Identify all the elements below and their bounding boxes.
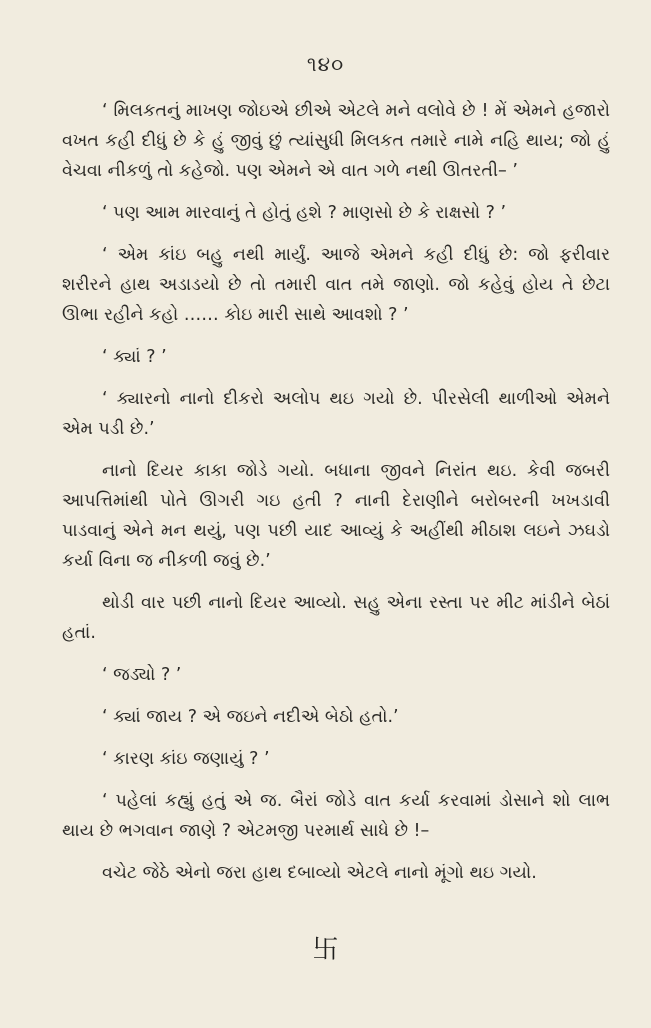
paragraph-2: ‘ પણ આમ મારવાનું તે હોતું હશે ? માણસો છે કે રાક્ષસો ? ’ (102, 203, 507, 223)
paragraph-10: ‘ કારણ કાંઇ જણાયું ? ’ (102, 749, 270, 769)
page-number: ૧૪૦ (306, 52, 345, 76)
paragraph-7: થોડી વાર પછી નાનો દિયર આવ્યો. સહુ એના રસ્તા પર મીટ માંડીને બેઠાં હતાં. (62, 593, 610, 643)
paragraph-9: ‘ ક્યાં જાય ? એ જઇને નદીએ બેઠો હતો.’ (102, 707, 399, 727)
paragraph-6: નાનો દિયર કાકા જોડે ગયો. બધાના જીવને નિરાંત થઇ. કેવી જબરી આપત્તિમાંથી પોતે ઊગરી ગઇ હતી ? નાની દેરાણીને બરોબરની ખખડાવી પાડવાનું એને મન થયું, પણ પછી યાદ આવ્યું કે અહીંથી મીઠાશ લઇને ઝઘડો કર્યા વિના જ નીકળી જવું છે.’ (62, 461, 610, 571)
swastika-ornament-icon: 卐 (312, 935, 339, 965)
paragraph-3: ‘ એમ કાંઇ બહુ નથી માર્યું. આજે એમને કહી દીધું છે: જો ફરીવાર શરીરને હાથ અડાડયો છે તો તમારી વાત તમે જાણો. જો કહેવું હોય તે છેટા ઊભા રહીને કહો …… કોઇ મારી સાથે આવશો ? ’ (62, 245, 610, 325)
paragraph-1: ‘ મિલકતનું માખણ જોઇએ છીએ એટલે મને વલોવે છે ! મેં એમને હજારો વખત કહી દીધું છે કે હું જીવું છું ત્યાંસુધી મિલકત તમારે નામે નહિ થાય; જો હું વેચવા નીકળું તો કહેજો. પણ એમને એ વાત ગળે નથી ઊતરતી– ’ (62, 101, 610, 181)
paragraph-8: ‘ જડ્યો ? ’ (102, 665, 182, 685)
body-text (62, 96, 610, 900)
paragraph-12: વચેટ જેઠે એનો જરા હાથ દબાવ્યો એટલે નાનો મૂંગો થઇ ગયો. (102, 863, 537, 883)
paragraph-5: ‘ ક્યારનો નાનો દીકરો અલોપ થઇ ગયો છે. પીરસેલી થાળીઓ એમને એમ પડી છે.’ (62, 389, 610, 439)
paragraph-4: ‘ ક્યાં ? ’ (102, 347, 167, 367)
paragraph-11: ‘ પહેલાં કહ્યું હતું એ જ. બૈરાં જોડે વાત કર્યા કરવામાં ડોસાને શો લાભ થાય છે ભગવાન જાણે ? એટમજી પરમાર્થ સાધે છે !– (62, 791, 610, 841)
